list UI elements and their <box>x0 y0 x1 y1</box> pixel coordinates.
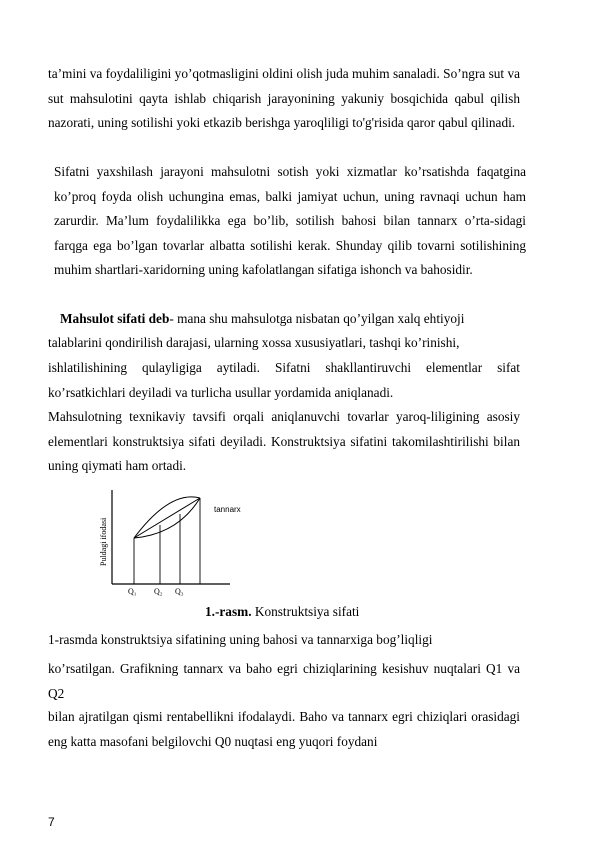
figure-caption <box>205 604 359 620</box>
x-tick-q2: Q₂ <box>154 587 163 596</box>
paragraph-2: Sifatni yaxshilash jarayoni mahsulotni sotish yoki xizmatlar ko’rsatishda faqatgina ko’proq foyda olish uchungina emas, balki jamiyat uchun, uning ravnaqi uchun ham zarurdir. Ma’lum foydalilikka ega bo’lib, sotilish bahosi bilan tannarx o’rta-sidagi farqga ega bo’lgan tovarlar albatta sotilishi kerak. Shunday qilib tovarni sotilishining muhim shartlari-xaridorning uning kafolatlangan sifatiga ishonch va bahosidir. <box>54 164 526 277</box>
paragraph-1: ta’mini va foydaliligini yo’qotmasligini oldini olish juda muhim sanaladi. So’ngra sut va sut mahsulotini qayta ishlab chiqarish jarayonining yakuniy bosqichida qabul qilish nazorati, uning sotilishi yoki etkazib berishga yaroqliligi to'g'risida qaror qabul qilinadi. <box>48 66 520 130</box>
caption-text: Konstruktsiya sifati <box>251 604 360 619</box>
x-tick-q3: Q₃ <box>175 587 184 596</box>
paragraph-5: 1-rasmda konstruktsiya sifatining uning bahosi va tannarxiga bog’liqligi <box>48 632 433 647</box>
paragraph-3-line-3: ishlatilishining qulayligiga aytiladi. Sifatni shakllantiruvchi elementlar sifat ko’rsatkichlari deyiladi va turlicha usullar yordamida aniqlanadi. <box>48 360 520 400</box>
caption-number: 1.-rasm. <box>205 604 252 619</box>
paragraph-4: Mahsulotning texnikaviy tavsifi orqali aniqlanuvchi tovarlar yaroq-liligining asosiy elementlari konstruktsiya sifati deyiladi. Konstruktsiya sifatini takomilashtirilishi bilan uning qiymati ham ortadi. <box>48 409 520 473</box>
paragraph-7: bilan ajratilgan qismi rentabellikni ifodalaydi. Baho va tannarx egri chiziqlari orasidagi eng katta masofani belgilovchi Q0 nuqtasi eng yuqori foydani <box>48 709 520 749</box>
paragraph-3-line-2: talablarini qondirilish darajasi, ularning xossa xususiyatlari, tashqi ko’rinishi, <box>48 335 460 350</box>
paragraph-6: ko’rsatilgan. Grafikning tannarx va baho egri chiziqlarining kesishuv nuqtalari Q1 va Q2 <box>48 661 520 701</box>
term-definition: - mana shu mahsulotga nisbatan qo’yilgan xalq ehtiyoji <box>169 311 465 326</box>
x-tick-q1: Q₁ <box>128 587 137 596</box>
y-axis-label: Puldagi ifodasi <box>99 517 108 566</box>
cost-line <box>134 498 200 538</box>
quality-cost-chart <box>98 488 258 598</box>
page-number: 7 <box>48 815 55 829</box>
paragraph-3-line-1 <box>48 307 520 332</box>
curve-label: tannarx <box>214 505 241 514</box>
term-bold: Mahsulot sifati deb <box>60 311 170 326</box>
